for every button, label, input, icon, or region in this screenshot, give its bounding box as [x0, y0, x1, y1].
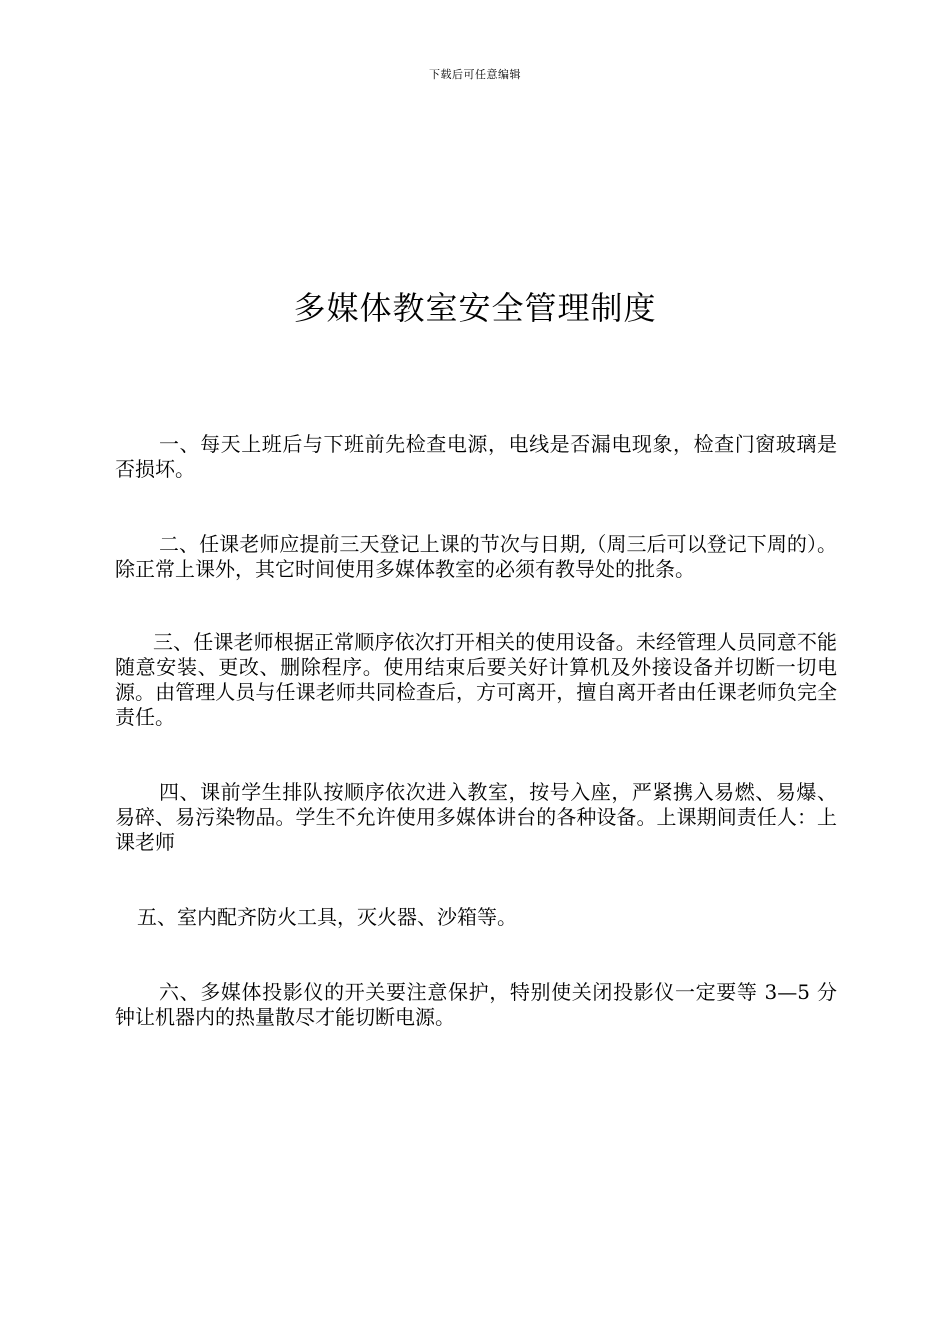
rule-paragraph-2: 二、任课老师应提前三天登记上课的节次与日期,（周三后可以登记下周的）。除正常上课外，其它时间使用多媒体教室的必须有教导处的批条。 — [115, 532, 837, 581]
rule-paragraph-5: 五、室内配齐防火工具，灭火器、沙箱等。 — [137, 905, 517, 929]
rule-paragraph-4: 四、课前学生排队按顺序依次进入教室，按号入座，严紧携入易燃、易爆、易碎、易污染物品。学生不允许使用多媒体讲台的各种设备。上课期间责任人：上课老师 — [115, 780, 837, 854]
rule-paragraph-6: 六、多媒体投影仪的开关要注意保护，特别使关闭投影仪一定要等 3—5 分钟让机器内的热量散尽才能切断电源。 — [115, 980, 837, 1029]
document-title: 多媒体教室安全管理制度 — [293, 289, 657, 327]
rule-paragraph-3: 三、任课老师根据正常顺序依次打开相关的使用设备。未经管理人员同意不能随意安装、更改、删除程序。使用结束后要关好计算机及外接设备并切断一切电源。由管理人员与任课老师共同检查后，方可离开，擅自离开者由任课老师负完全责任。 — [115, 630, 837, 729]
header-note: 下载后可任意编辑 — [429, 68, 521, 81]
rule-paragraph-1: 一、每天上班后与下班前先检查电源，电线是否漏电现象，检查门窗玻璃是否损坏。 — [115, 432, 837, 481]
